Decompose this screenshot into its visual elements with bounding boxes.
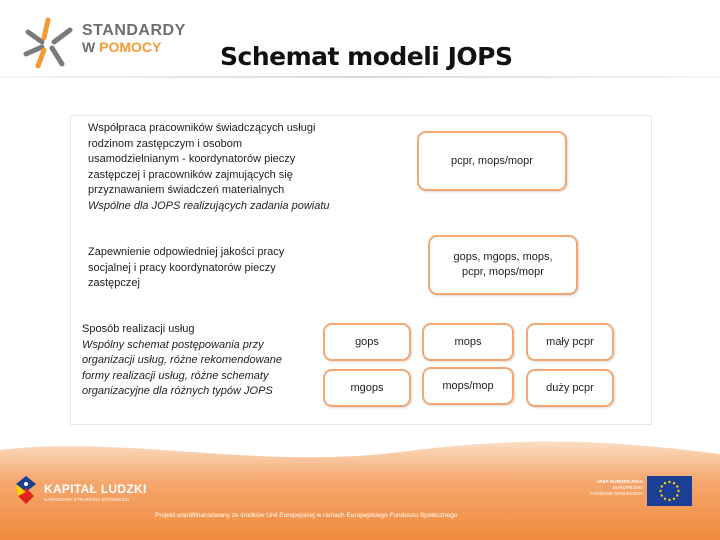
- row2-box-gops-mgops: [428, 235, 578, 295]
- header-divider: [0, 76, 720, 78]
- row2-line: socjalnej i pracy koordynatorów pieczy: [88, 261, 276, 274]
- box-gops: gops: [323, 323, 411, 361]
- page-title: Schemat modeli JOPS: [220, 42, 513, 71]
- row1-line: rodzinom zastępczym i osobom: [88, 137, 243, 150]
- row2-line: zastępczej: [88, 277, 140, 289]
- box-mgops: mgops: [323, 369, 411, 407]
- logo-text-w: W: [82, 39, 96, 55]
- eu-label: [560, 480, 643, 498]
- box-duzy-pcpr: duży pcpr: [526, 369, 614, 407]
- row1-line: Współpraca pracowników świadczących usługi: [88, 122, 316, 134]
- row2-line: Zapewnienie odpowiedniej jakości pracy: [88, 246, 285, 258]
- eu-label-line: EUROPEJSKI: [612, 486, 643, 491]
- footer-cofinancing-note: Projekt współfinansowany ze środków Unii Europejskiej w ramach Europejskiego Funduszu Społecznego: [155, 512, 458, 519]
- row1-line: zastępczej i pracowników zajmujących się: [88, 168, 293, 181]
- row2-description: [88, 245, 348, 292]
- logo-text-pomocy-word: POMOCY: [99, 39, 162, 55]
- box-mops-mop: mops/mop: [422, 367, 514, 405]
- box-mops: mops: [422, 323, 514, 361]
- box-maly-pcpr: mały pcpr: [526, 323, 614, 361]
- row1-italic-note: Wspólne dla JOPS realizujących zadania powiatu: [88, 199, 330, 212]
- standardy-w-pomocy-logo: [18, 14, 78, 70]
- row3-italic-line: organizacji usług, różne rekomendowane: [82, 354, 282, 366]
- row1-line: przyznawaniem świadczeń materialnych: [88, 184, 285, 196]
- row1-line: usamodzielnianym - koordynatorów pieczy: [88, 153, 296, 165]
- row1-box-pcpr-mops: pcpr, mops/mopr: [417, 131, 567, 191]
- eu-label-line: UNIA EUROPEJSKA: [597, 480, 643, 485]
- row2-box-line: pcpr, mops/mopr: [462, 266, 544, 278]
- row3-heading: Sposób realizacji usług: [82, 323, 195, 335]
- row3-description: [82, 322, 322, 400]
- eu-label-line: FUNDUSZ SPOŁECZNY: [589, 492, 643, 497]
- kapital-ludzki-logo-icon: [14, 474, 38, 504]
- row2-box-line: gops, mgops, mops,: [453, 251, 553, 263]
- kapital-ludzki-subtitle: NARODOWA STRATEGIA SPÓJNOŚCI: [44, 497, 130, 502]
- logo-text-standardy: STANDARDY: [82, 22, 186, 39]
- row3-italic-line: formy realizacji usług, różne schematy: [82, 369, 269, 382]
- kapital-ludzki-title: KAPITAŁ LUDZKI: [44, 482, 147, 496]
- logo-text-pomocy: [82, 39, 161, 55]
- eu-flag-icon: [647, 476, 692, 506]
- row3-italic-line: organizacyjne dla różnych typów JOPS: [82, 385, 273, 397]
- row1-description: [88, 121, 363, 214]
- row3-italic-line: Wspólny schemat postępowania przy: [82, 338, 264, 351]
